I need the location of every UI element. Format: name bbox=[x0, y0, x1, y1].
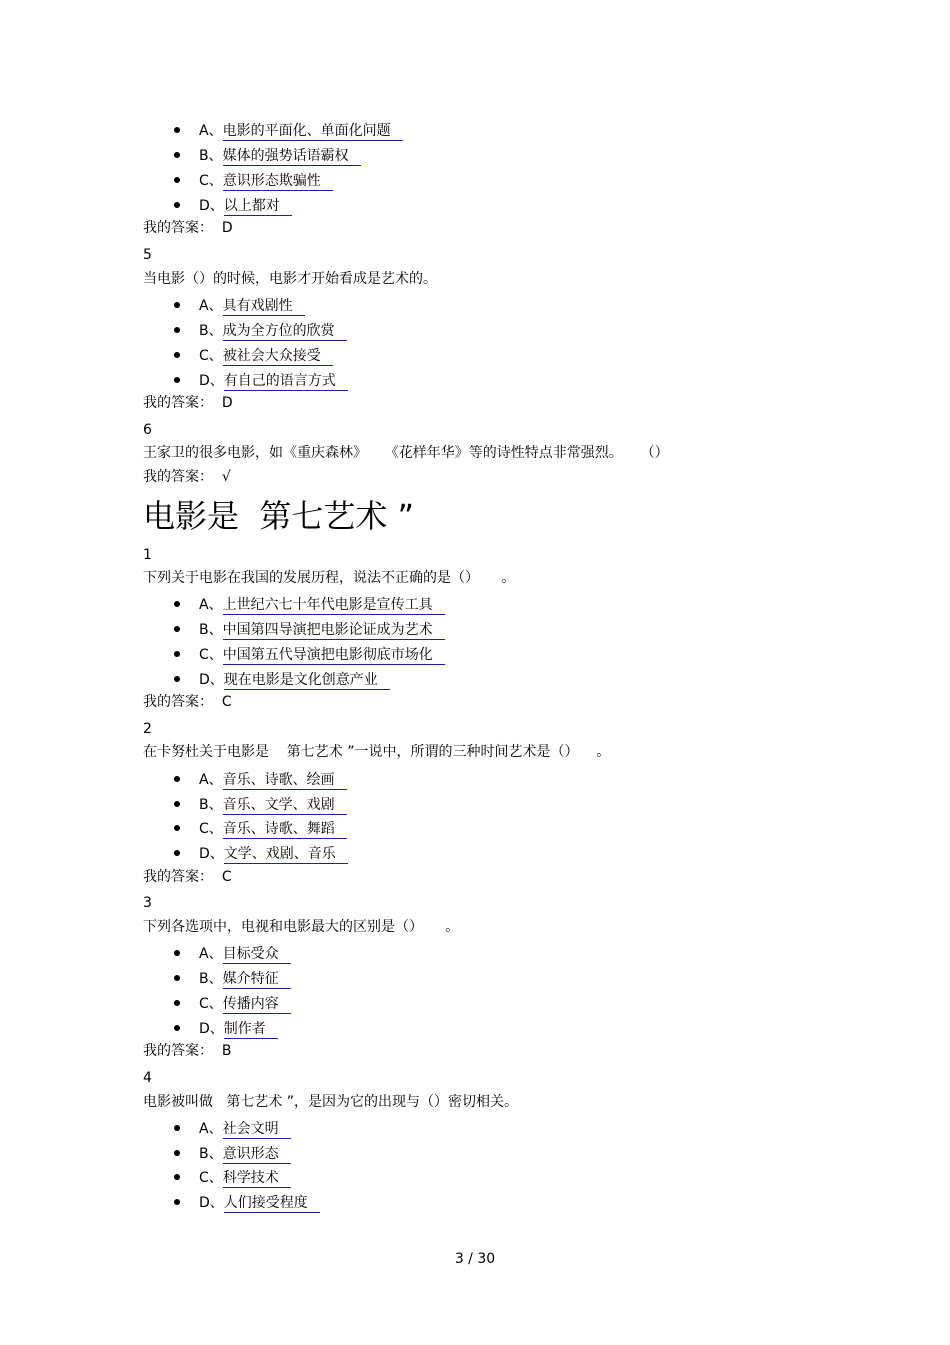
option-letter: A、 bbox=[199, 1121, 223, 1137]
question-text: 下列关于电影在我国的发展历程，说法不正确的是（） 。 bbox=[143, 570, 516, 586]
answer-line bbox=[143, 466, 231, 488]
option-item[interactable] bbox=[174, 818, 347, 840]
answer-label: 我的答案： bbox=[143, 1043, 213, 1059]
option-item[interactable] bbox=[174, 120, 403, 142]
bullet-icon bbox=[174, 177, 180, 183]
bullet-icon bbox=[174, 1199, 180, 1205]
option-text[interactable]: 中国第五代导演把电影彻底市场化 bbox=[223, 647, 445, 665]
option-item[interactable] bbox=[174, 843, 348, 865]
bullet-icon bbox=[174, 302, 180, 308]
option-item[interactable] bbox=[174, 1118, 291, 1140]
option-item[interactable] bbox=[174, 345, 333, 367]
option-letter: C、 bbox=[199, 996, 223, 1012]
option-text[interactable]: 以上都对 bbox=[224, 198, 292, 216]
question-text: 电影被叫做 第七艺术 ”，是因为它的出现与（）密切相关。 bbox=[143, 1094, 519, 1110]
option-letter: C、 bbox=[199, 821, 223, 837]
bullet-icon bbox=[174, 1150, 180, 1156]
option-item[interactable] bbox=[174, 1143, 291, 1165]
bullet-icon bbox=[174, 850, 180, 856]
option-item[interactable] bbox=[174, 794, 347, 816]
option-item[interactable] bbox=[174, 145, 361, 167]
question-number: 2 bbox=[143, 721, 152, 737]
bullet-icon bbox=[174, 626, 180, 632]
bullet-icon bbox=[174, 152, 180, 158]
option-item[interactable] bbox=[174, 993, 291, 1015]
question-text: 在卡努杜关于电影是 第七艺术 ”一说中，所谓的三种时间艺术是（） 。 bbox=[143, 744, 611, 760]
option-text[interactable]: 被社会大众接受 bbox=[223, 348, 333, 366]
bullet-icon bbox=[174, 975, 180, 981]
option-letter: D、 bbox=[199, 846, 224, 862]
question-text: 王家卫的很多电影，如《重庆森林》 《花样年华》等的诗性特点非常强烈。 （） bbox=[143, 445, 669, 461]
bullet-icon bbox=[174, 601, 180, 607]
question-number: 3 bbox=[143, 895, 152, 911]
option-text[interactable]: 目标受众 bbox=[223, 946, 291, 964]
option-item[interactable] bbox=[174, 968, 291, 990]
option-text[interactable]: 科学技术 bbox=[223, 1170, 291, 1188]
bullet-icon bbox=[174, 377, 180, 383]
option-text[interactable]: 媒介特征 bbox=[223, 971, 291, 989]
option-letter: D、 bbox=[199, 1021, 224, 1037]
option-text[interactable]: 意识形态 bbox=[223, 1146, 291, 1164]
answer-value: C bbox=[221, 869, 232, 885]
question-number: 6 bbox=[143, 422, 152, 438]
bullet-icon bbox=[174, 1000, 180, 1006]
bullet-icon bbox=[174, 676, 180, 682]
page-number: 3 / 30 bbox=[454, 1251, 496, 1267]
answer-label: 我的答案： bbox=[143, 869, 213, 885]
option-item[interactable] bbox=[174, 370, 348, 392]
option-text[interactable]: 上世纪六七十年代电影是宣传工具 bbox=[223, 597, 445, 615]
option-text[interactable]: 媒体的强势话语霸权 bbox=[223, 148, 361, 166]
option-letter: C、 bbox=[199, 173, 223, 189]
option-item[interactable] bbox=[174, 295, 305, 317]
option-item[interactable] bbox=[174, 1018, 278, 1040]
question-text: 当电影（）的时候，电影才开始看成是艺术的。 bbox=[143, 271, 437, 287]
option-text[interactable]: 社会文明 bbox=[223, 1121, 291, 1139]
bullet-icon bbox=[174, 776, 180, 782]
option-text[interactable]: 现在电影是文化创意产业 bbox=[224, 672, 390, 690]
bullet-icon bbox=[174, 1125, 180, 1131]
option-text[interactable]: 音乐、文学、戏剧 bbox=[223, 797, 347, 815]
option-item[interactable] bbox=[174, 594, 445, 616]
answer-label: 我的答案： bbox=[143, 220, 213, 236]
question-text: 下列各选项中，电视和电影最大的区别是（） 。 bbox=[143, 919, 460, 935]
option-text[interactable]: 中国第四导演把电影论证成为艺术 bbox=[223, 622, 445, 640]
option-letter: B、 bbox=[199, 971, 223, 987]
answer-line bbox=[143, 866, 232, 888]
option-letter: B、 bbox=[199, 323, 223, 339]
bullet-icon bbox=[174, 825, 180, 831]
answer-value: C bbox=[221, 694, 232, 710]
answer-value: D bbox=[221, 395, 233, 411]
answer-line bbox=[143, 1040, 232, 1062]
option-letter: A、 bbox=[199, 946, 223, 962]
option-text[interactable]: 有自己的语言方式 bbox=[224, 373, 348, 391]
answer-line bbox=[143, 392, 233, 414]
option-letter: A、 bbox=[199, 123, 223, 139]
option-text[interactable]: 制作者 bbox=[224, 1021, 278, 1039]
option-letter: A、 bbox=[199, 597, 223, 613]
option-letter: D、 bbox=[199, 1195, 224, 1211]
option-letter: B、 bbox=[199, 1146, 223, 1162]
option-item[interactable] bbox=[174, 943, 291, 965]
answer-label: 我的答案： bbox=[143, 395, 213, 411]
question-number: 4 bbox=[143, 1070, 152, 1086]
bullet-icon bbox=[174, 1025, 180, 1031]
bullet-icon bbox=[174, 1174, 180, 1180]
answer-value: B bbox=[221, 1043, 232, 1059]
section-heading: 电影是 第七艺术 ” bbox=[143, 497, 415, 535]
option-letter: D、 bbox=[199, 198, 224, 214]
option-letter: A、 bbox=[199, 772, 223, 788]
bullet-icon bbox=[174, 950, 180, 956]
option-text[interactable]: 电影的平面化、单面化问题 bbox=[223, 123, 403, 141]
option-item[interactable] bbox=[174, 320, 347, 342]
option-text[interactable]: 意识形态欺骗性 bbox=[223, 173, 333, 191]
bullet-icon bbox=[174, 127, 180, 133]
option-letter: C、 bbox=[199, 1170, 223, 1186]
option-letter: C、 bbox=[199, 647, 223, 663]
option-item[interactable] bbox=[174, 170, 333, 192]
option-item[interactable] bbox=[174, 644, 445, 666]
option-text[interactable]: 音乐、诗歌、绘画 bbox=[223, 772, 347, 790]
option-text[interactable]: 成为全方位的欣赏 bbox=[223, 323, 347, 341]
option-item[interactable] bbox=[174, 1167, 291, 1189]
answer-value: D bbox=[221, 220, 233, 236]
option-letter: A、 bbox=[199, 298, 223, 314]
option-letter: C、 bbox=[199, 348, 223, 364]
answer-label: 我的答案： bbox=[143, 469, 213, 485]
option-text[interactable]: 人们接受程度 bbox=[224, 1195, 320, 1213]
bullet-icon bbox=[174, 327, 180, 333]
option-letter: B、 bbox=[199, 797, 223, 813]
option-item[interactable] bbox=[174, 769, 347, 791]
option-item[interactable] bbox=[174, 195, 292, 217]
bullet-icon bbox=[174, 352, 180, 358]
bullet-icon bbox=[174, 651, 180, 657]
option-item[interactable] bbox=[174, 669, 390, 691]
answer-line bbox=[143, 691, 232, 713]
question-number: 5 bbox=[143, 247, 152, 263]
option-letter: D、 bbox=[199, 373, 224, 389]
answer-value: √ bbox=[221, 469, 231, 485]
option-text[interactable]: 传播内容 bbox=[223, 996, 291, 1014]
option-letter: D、 bbox=[199, 672, 224, 688]
option-text[interactable]: 文学、戏剧、音乐 bbox=[224, 846, 348, 864]
bullet-icon bbox=[174, 202, 180, 208]
answer-line bbox=[143, 217, 233, 239]
option-letter: B、 bbox=[199, 148, 223, 164]
bullet-icon bbox=[174, 801, 180, 807]
option-text[interactable]: 具有戏剧性 bbox=[223, 298, 305, 316]
option-letter: B、 bbox=[199, 622, 223, 638]
option-item[interactable] bbox=[174, 619, 445, 641]
question-number: 1 bbox=[143, 547, 152, 563]
answer-label: 我的答案： bbox=[143, 694, 213, 710]
option-item[interactable] bbox=[174, 1192, 320, 1214]
option-text[interactable]: 音乐、诗歌、舞蹈 bbox=[223, 821, 347, 839]
